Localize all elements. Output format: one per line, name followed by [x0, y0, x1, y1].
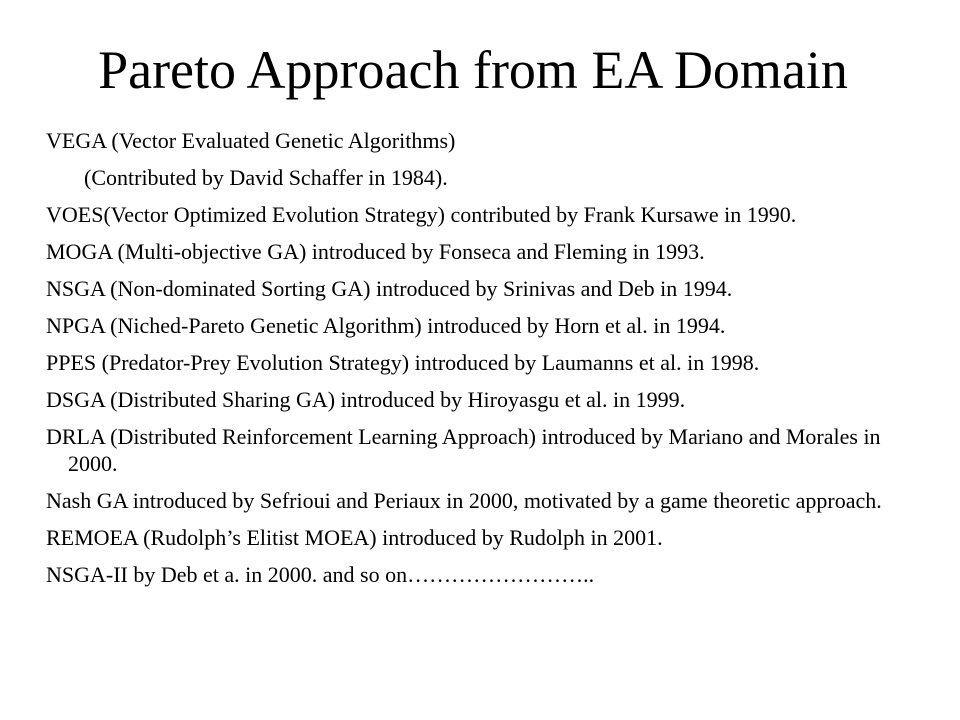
list-item-text: REMOEA (Rudolph’s Elitist MOEA) introduced by Rudolph in 2001. — [46, 525, 663, 550]
list-item — [46, 275, 916, 302]
list-item — [46, 238, 916, 265]
list-item — [46, 524, 916, 551]
list-item-text: DSGA (Distributed Sharing GA) introduced by Hiroyasgu et al. in 1999. — [46, 387, 686, 412]
list-item — [46, 386, 916, 413]
list-item — [46, 127, 916, 154]
slide-body-list — [46, 127, 916, 598]
list-item-text: PPES (Predator-Prey Evolution Strategy) introduced by Laumanns et al. in 1998. — [46, 350, 760, 375]
list-item — [46, 349, 916, 376]
list-item-text: (Contributed by David Schaffer in 1984). — [84, 165, 448, 190]
slide-title: Pareto Approach from EA Domain — [98, 40, 848, 100]
list-item-text: VEGA (Vector Evaluated Genetic Algorithms) — [46, 128, 456, 153]
list-item — [46, 201, 916, 228]
list-item — [46, 164, 916, 191]
list-item-text: NSGA (Non-dominated Sorting GA) introduced by Srinivas and Deb in 1994. — [46, 276, 733, 301]
list-item-text: MOGA (Multi-objective GA) introduced by Fonseca and Fleming in 1993. — [46, 239, 705, 264]
list-item-text: NPGA (Niched-Pareto Genetic Algorithm) introduced by Horn et al. in 1994. — [46, 313, 726, 338]
list-item — [46, 312, 916, 339]
list-item-text: NSGA-II by Deb et a. in 2000. and so on…………………….. — [46, 562, 595, 587]
list-item — [46, 487, 916, 514]
list-item — [46, 423, 916, 477]
list-item-text: Nash GA introduced by Sefrioui and Periaux in 2000, motivated by a game theoretic approach. — [46, 488, 882, 513]
list-item-text: VOES(Vector Optimized Evolution Strategy) contributed by Frank Kursawe in 1990. — [46, 202, 797, 227]
list-item — [46, 561, 916, 588]
list-item-text: DRLA (Distributed Reinforcement Learning Approach) introduced by Mariano and Morales in 2000. — [46, 424, 881, 476]
